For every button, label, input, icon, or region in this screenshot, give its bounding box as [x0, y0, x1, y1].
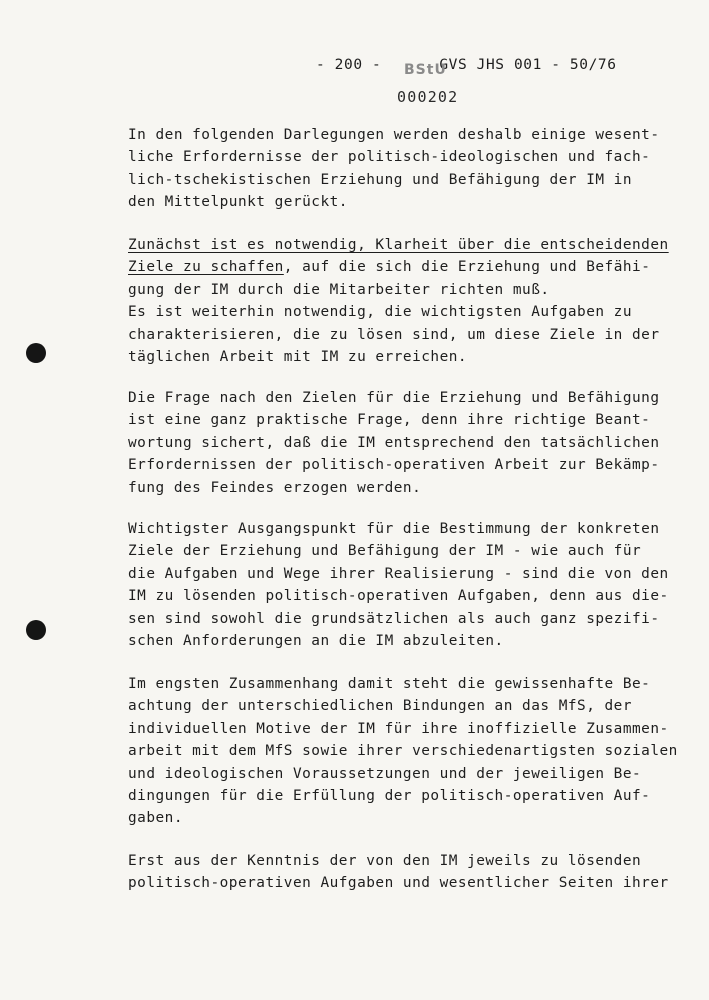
- page-number: - 200 -: [316, 57, 382, 73]
- text-line: Erfordernissen der politisch-operativen Arbeit zur Bekämp-: [128, 457, 660, 474]
- document-reference: GVS JHS 001 - 50/76: [439, 57, 617, 73]
- text-line: wortung sichert, daß die IM entsprechend den tatsächlichen: [128, 434, 660, 451]
- text-line: und ideologischen Voraussetzungen und der jeweiligen Be-: [128, 765, 642, 782]
- paragraph-1: [128, 124, 668, 214]
- text-line: schen Anforderungen an die IM abzuleiten.: [128, 632, 504, 649]
- paragraph-3: [128, 387, 668, 499]
- text-line: gung der IM durch die Mitarbeiter richten muß.: [128, 281, 550, 298]
- text-line: arbeit mit dem MfS sowie ihrer verschiedenartigsten sozialen: [128, 743, 678, 760]
- text-line: die Aufgaben und Wege ihrer Realisierung - sind die von den: [128, 565, 669, 582]
- paragraph-4: [128, 518, 668, 652]
- paragraph-2: [128, 234, 668, 368]
- text-line: In den folgenden Darlegungen werden deshalb einige wesent-: [128, 127, 660, 143]
- text-line: [128, 256, 668, 278]
- text-line: den Mittelpunkt gerückt.: [128, 194, 348, 211]
- paragraph-5: [128, 673, 678, 830]
- text-line: IM zu lösenden politisch-operativen Aufgaben, denn aus die-: [128, 588, 669, 605]
- text-fragment: , auf die sich die Erziehung und Befähi-: [283, 259, 651, 276]
- text-line: Ziele der Erziehung und Befähigung der IM - wie auch für: [128, 543, 642, 560]
- page-header: [316, 57, 617, 73]
- paragraph-6: [128, 850, 668, 895]
- text-line: gaben.: [128, 810, 183, 827]
- text-line: liche Erfordernisse der politisch-ideologischen und fach-: [128, 149, 651, 166]
- text-line: dingungen für die Erfüllung der politisch-operativen Auf-: [128, 787, 651, 804]
- text-line: Im engsten Zusammenhang damit steht die gewissenhafte Be-: [128, 676, 651, 692]
- underlined-line: Zunächst ist es notwendig, Klarheit über die entscheidenden: [128, 237, 669, 253]
- archive-stamp: BStU: [404, 62, 447, 78]
- text-line: politisch-operativen Aufgaben und wesentlicher Seiten ihrer: [128, 875, 669, 892]
- text-line: charakterisieren, die zu lösen sind, um diese Ziele in der: [128, 326, 660, 343]
- text-line: ist eine ganz praktische Frage, denn ihre richtige Beant-: [128, 412, 651, 429]
- text-line: lich-tschekistischen Erziehung und Befähigung der IM in: [128, 171, 633, 188]
- archive-stamp-number: 000202: [397, 88, 459, 106]
- underlined-phrase: Ziele zu schaffen: [128, 259, 284, 276]
- punch-hole: [26, 620, 46, 640]
- punch-hole: [26, 343, 46, 363]
- text-line: täglichen Arbeit mit IM zu erreichen.: [128, 348, 468, 365]
- text-line: Die Frage nach den Zielen für die Erziehung und Befähigung: [128, 390, 660, 406]
- text-line: Es ist weiterhin notwendig, die wichtigsten Aufgaben zu: [128, 304, 633, 321]
- text-line: Erst aus der Kenntnis der von den IM jeweils zu lösenden: [128, 853, 642, 869]
- text-line: achtung der unterschiedlichen Bindungen an das MfS, der: [128, 698, 633, 715]
- text-line: Wichtigster Ausgangspunkt für die Bestimmung der konkreten: [128, 521, 660, 537]
- text-line: fung des Feindes erzogen werden.: [128, 479, 422, 496]
- text-line: individuellen Motive der IM für ihre inoffizielle Zusammen-: [128, 720, 669, 737]
- text-line: sen sind sowohl die grundsätzlichen als auch ganz spezifi-: [128, 610, 660, 627]
